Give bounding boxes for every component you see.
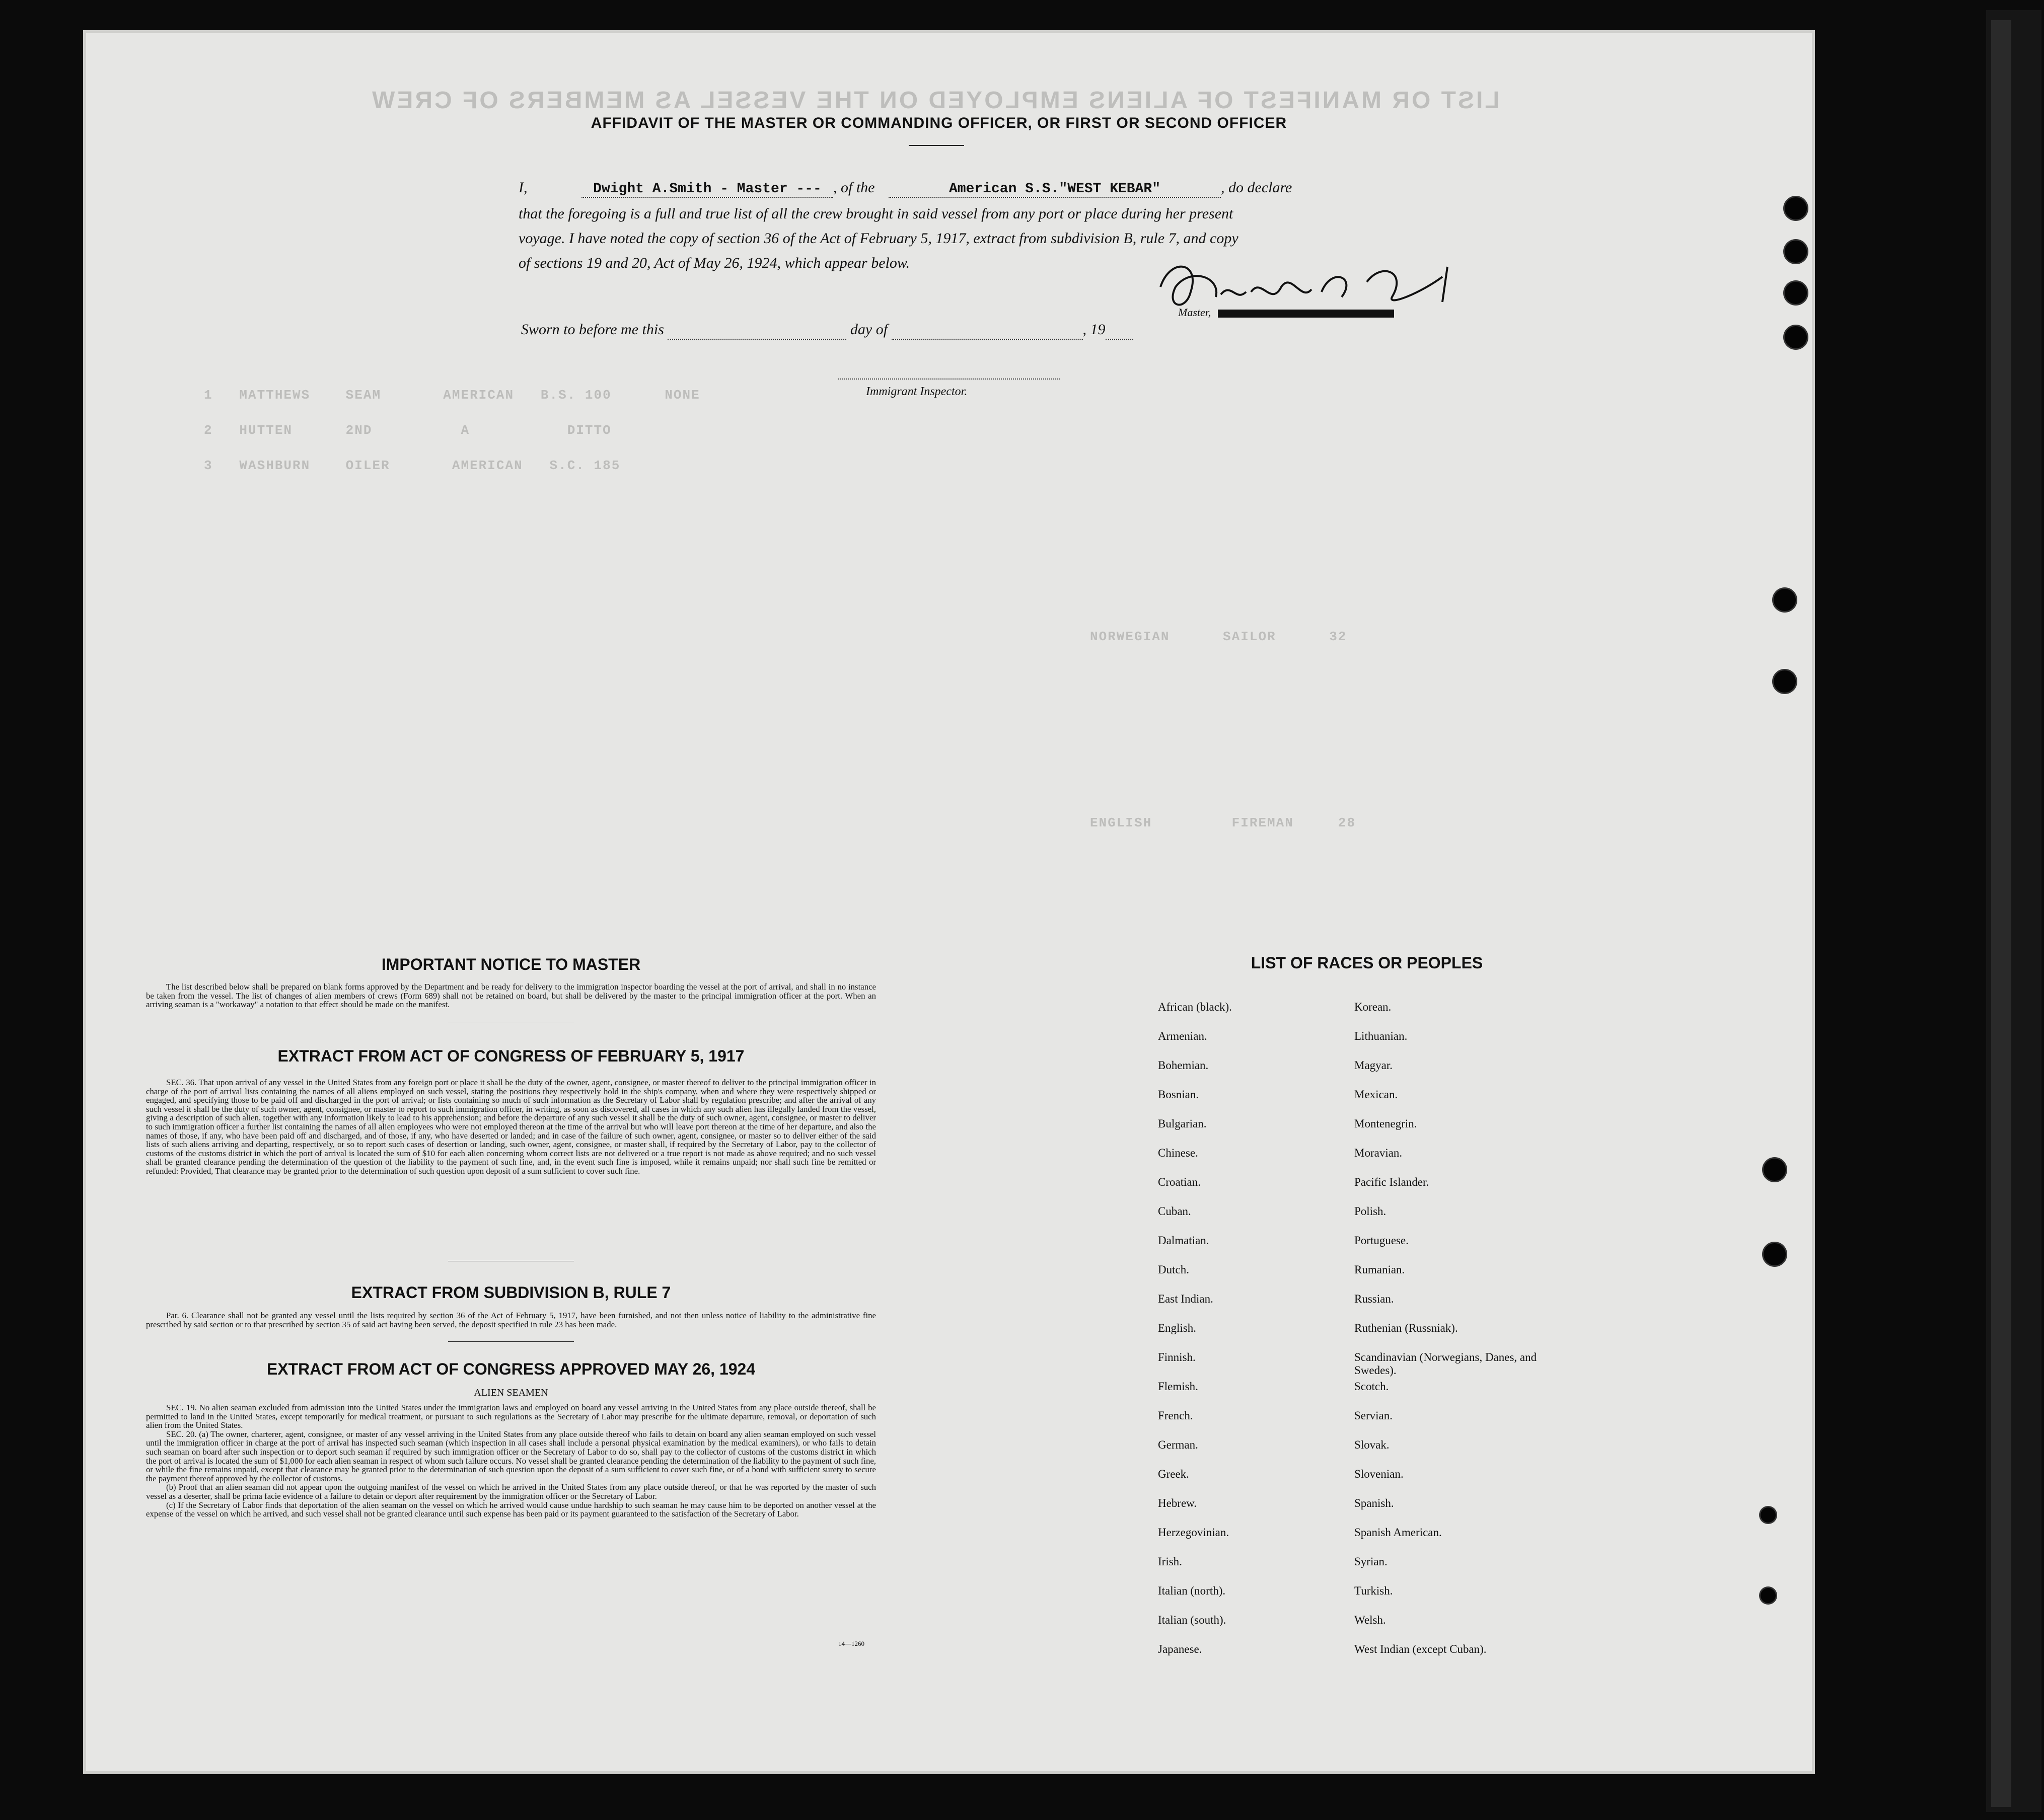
affidavit-line-3: voyage. I have noted the copy of section 36 of the Act of February 5, 1917, extract from subdivision B, rule 7, and copy [519, 230, 1238, 247]
rule-7-title: EXTRACT FROM SUBDIVISION B, RULE 7 [351, 1283, 671, 1302]
inspector-signature-line [838, 378, 1060, 380]
extract-1917-title: EXTRACT FROM ACT OF CONGRESS OF FEBRUARY 5, 1917 [277, 1047, 745, 1065]
master-name-field: Dwight A.Smith - Master --- [581, 181, 833, 198]
signer-role: Master, [1178, 306, 1211, 319]
bleed-through-row: 1 MATTHEWS SEAM AMERICAN B.S. 100 NONE [204, 388, 700, 403]
i-label: I, [519, 179, 528, 196]
race-item: Magyar. [1354, 1059, 1393, 1072]
race-item: Scotch. [1354, 1380, 1389, 1393]
binder-hole [1785, 282, 1807, 304]
sworn-label: Sworn to before me this [521, 321, 664, 338]
race-item: Welsh. [1354, 1614, 1386, 1626]
race-item: Rumanian. [1354, 1263, 1405, 1276]
affidavit-line-2: that the foregoing is a full and true list of all the crew brought in said vessel from any port or place during her present [519, 205, 1233, 222]
race-item: Montenegrin. [1354, 1117, 1417, 1130]
section-20b-paragraph: (b) Proof that an alien seaman did not appear upon the outgoing manifest of the vessel on which he arrived in the United States from any place outside thereof, or that he was reported by the master of such vessel as a deserter, shall be prima facie evidence of a failure to detain or deport after requirement by the immigration officer or the Secretary of Labor. [146, 1482, 876, 1501]
races-title: LIST OF RACES OR PEOPLES [1251, 954, 1483, 972]
vessel-name-field: American S.S."WEST KEBAR" [889, 181, 1221, 198]
race-item: Syrian. [1354, 1555, 1388, 1568]
section-20a-paragraph: SEC. 20. (a) The owner, charterer, agent, consignee, or master of any vessel arriving in the United States from any place outside thereof who fails to detain on board any alien seaman employed on such vessel until the immigration officer in charge at the port of arrival has inspected such seaman (which inspection in all cases shall include a personal physical examination by the medical examiners), or who fails to detain such seaman on board after such inspection or to deport such seaman if required by such immigration officer or the Secretary of Labor to do so, shall pay to the collector of customs of the customs district in which the port of arrival is located the sum of $1,000 for each alien seaman in respect of whom such failure occurs. No vessel shall be granted clearance pending the determination of the liability to the payment of such fine, or while the fine remains unpaid, except that clearance may be granted prior to the determination of such question upon the deposit of a sum sufficient to cover such fine, or of a bond with sufficient surety to secure the payment thereof approved by the collector of customs. [146, 1429, 876, 1483]
race-item: Bulgarian. [1158, 1117, 1207, 1130]
section-20c-paragraph: (c) If the Secretary of Labor finds that deportation of the alien seaman on the vessel on which he arrived would cause undue hardship to such seaman he may cause him to be deported on another vessel at the expense of the vessel on which he arrived, and such vessel shall not be granted clearance until such expense has been paid or its payment guaranteed to the satisfaction of the Secretary of Labor. [146, 1500, 876, 1519]
sworn-line [521, 321, 1133, 340]
bleed-through-row: 2 HUTTEN 2ND A DITTO [204, 423, 612, 438]
races-right-column [1354, 1001, 1566, 1672]
race-item: Herzegovinian. [1158, 1526, 1229, 1539]
bleed-through-row: 3 WASHBURN OILER AMERICAN S.C. 185 [204, 458, 621, 473]
extract-1924-text [146, 1403, 876, 1519]
race-item: Mexican. [1354, 1088, 1398, 1101]
race-item: Bohemian. [1158, 1059, 1209, 1072]
race-item: Moravian. [1354, 1147, 1403, 1159]
binder-hole [1785, 326, 1807, 348]
race-item: Dalmatian. [1158, 1234, 1209, 1247]
race-item: Hebrew. [1158, 1497, 1197, 1509]
struck-out-text [1218, 310, 1394, 318]
race-item: Slovak. [1354, 1438, 1390, 1451]
sworn-day-field [668, 323, 846, 340]
bleed-through-heading: LIST OR MANIFEST OF ALIENS EMPLOYED ON THE VESSEL AS MEMBERS OF CREW [370, 87, 1500, 114]
alien-seamen-subtitle: ALIEN SEAMEN [474, 1387, 548, 1398]
notice-text [146, 982, 876, 1009]
race-item: Irish. [1158, 1555, 1182, 1568]
rule-7-rule [448, 1341, 574, 1342]
race-item: Slovenian. [1354, 1468, 1404, 1480]
inspector-label: Immigrant Inspector. [866, 385, 968, 398]
race-item: Turkish. [1354, 1584, 1393, 1597]
binder-hole [1764, 1159, 1786, 1181]
affidavit-line-4: of sections 19 and 20, Act of May 26, 1924, which appear below. [519, 255, 910, 271]
races-list [1158, 1001, 1611, 1675]
master-role-label [1178, 306, 1394, 319]
race-item: Croatian. [1158, 1176, 1201, 1188]
race-item: Servian. [1354, 1409, 1393, 1422]
race-item: Pacific Islander. [1354, 1176, 1429, 1188]
binder-hole [1761, 1507, 1776, 1523]
section-19-paragraph: SEC. 19. No alien seaman excluded from admission into the United States under the immigration laws and employed on board any vessel arriving in the United States from any place outside thereof, shall be permitted to land in the United States, except temporarily for medical treatment, or pursuant to such regulations as the Secretary of Labor may prescribe for the ultimate departure, removal, or deportation of such alien from the United States. [146, 1403, 876, 1430]
race-item: English. [1158, 1322, 1197, 1334]
binder-hole [1764, 1243, 1786, 1265]
race-item: Finnish. [1158, 1351, 1196, 1363]
race-item: Japanese. [1158, 1643, 1202, 1655]
race-item: Cuban. [1158, 1205, 1191, 1218]
race-item: African (black). [1158, 1001, 1232, 1013]
race-item: Greek. [1158, 1468, 1189, 1480]
race-item: Spanish. [1354, 1497, 1394, 1509]
binder-hole [1785, 241, 1807, 263]
day-of-label: day of [850, 321, 888, 338]
bleed-through-row: ENGLISH FIREMAN 28 [1090, 815, 1356, 830]
race-item: Bosnian. [1158, 1088, 1199, 1101]
race-item: Lithuanian. [1354, 1030, 1408, 1042]
title-rule [909, 145, 964, 146]
extract-1924-title: EXTRACT FROM ACT OF CONGRESS APPROVED MAY 26, 1924 [266, 1360, 756, 1378]
affidavit-line-1 [519, 179, 1292, 198]
bleed-through-row: NORWEGIAN SAILOR 32 [1090, 629, 1347, 644]
race-item: Dutch. [1158, 1263, 1189, 1276]
races-left-column [1158, 1001, 1339, 1672]
race-item: Korean. [1354, 1001, 1392, 1013]
race-item: West Indian (except Cuban). [1354, 1643, 1487, 1655]
race-item: Armenian. [1158, 1030, 1207, 1042]
race-item: East Indian. [1158, 1293, 1213, 1305]
race-item: Scandinavian (Norwegians, Danes, and Swedes). [1354, 1351, 1537, 1377]
race-item: Flemish. [1158, 1380, 1198, 1393]
race-item: Portuguese. [1354, 1234, 1409, 1247]
affidavit-title: AFFIDAVIT OF THE MASTER OR COMMANDING OFFICER, OR FIRST OR SECOND OFFICER [591, 115, 1287, 131]
race-item: French. [1158, 1409, 1193, 1422]
year-prefix: , 19 [1082, 321, 1106, 338]
race-item: Italian (north). [1158, 1584, 1226, 1597]
race-item: Chinese. [1158, 1147, 1198, 1159]
binder-hole [1761, 1588, 1776, 1603]
binder-hole [1774, 670, 1796, 693]
of-the-label: , of the [833, 179, 875, 196]
race-item: German. [1158, 1438, 1198, 1451]
binder-hole [1785, 197, 1807, 219]
paragraph-6: Par. 6. Clearance shall not be granted any vessel until the lists required by section 36 of the Act of February 5, 1917, have been furnished, and not then unless notice of liability to the administrative fine prescribed by said section or to that prescribed by section 35 of said act having been served, the deposit specified in rule 23 has been made. [146, 1311, 876, 1329]
race-item: Polish. [1354, 1205, 1386, 1218]
notice-title: IMPORTANT NOTICE TO MASTER [381, 955, 641, 973]
race-item: Ruthenian (Russniak). [1354, 1322, 1458, 1334]
binder-hole [1774, 589, 1796, 611]
race-item: Italian (south). [1158, 1614, 1226, 1626]
sworn-year-field [1106, 323, 1133, 340]
sworn-month-field [892, 323, 1083, 340]
form-number: 14—1260 [838, 1640, 864, 1647]
race-item: Russian. [1354, 1293, 1394, 1305]
notice-paragraph: The list described below shall be prepared on blank forms approved by the Department and be ready for delivery to the immigration inspector boarding the vessel at the port of arrival, and shall in no instance be taken from the vessel. The list of changes of alien members of crews (Form 689) shall not be retained on board, but shall be delivered by the master to the principal immigration officer at the port. When an arriving seaman is a "workaway" a notation to that effect should be made on the manifest. [146, 982, 876, 1010]
do-declare-label: , do declare [1221, 179, 1292, 196]
rule-7-text [146, 1311, 876, 1329]
extract-1917-text [146, 1078, 876, 1176]
document-page [83, 30, 1815, 1774]
section-36-paragraph: SEC. 36. That upon arrival of any vessel in the United States from any foreign port or place it shall be the duty of the owner, agent, consignee, or master thereof to deliver to the principal immigration officer in charge of the port of arrival lists containing the names of all aliens employed on such vessel, stating the positions they respectively hold in the ship's company, when and where they were respectively shipped or engaged, and specifying those to be paid off and discharged in the port of arrival; or lists containing so much of such information as the Secretary of Labor shall by regulation prescribe; and after the arrival of any such vessel it shall be the duty of such owner, agent, consignee, or master to report to such immigration officer, in writing, as soon as discovered, all cases in which any such alien has illegally landed from the vessel, giving a description of such alien, together with any information likely to lead to his apprehension; and before the departure of any such vessel it shall be the duty of such owner, agent, consignee, or master to deliver to such immigration officer a further list containing the names of all alien employees who were not employed thereon at the time of the arrival but who will leave port thereon at the time of her departure, and also the names of those, if any, who have been paid off and discharged, and of those, if any, who have deserted or landed; and in case of the failure of such owner, agent, consignee, or master so to deliver either of the said lists of such aliens arriving and departing, respectively, or so to report such cases of desertion or landing, such owner, agent, consignee, or master shall, if required by the Secretary of Labor, pay to the collector of customs of the customs district in which the port of arrival is located the sum of $10 for each alien concerning whom correct lists are not delivered or a true report is not made as above required; and no such vessel shall be granted clearance pending the determination of the question of the liability to the payment of such fine, and, in the event such fine is imposed, while it remains unpaid; nor shall such fine be remitted or refunded: Provided, That clearance may be granted prior to the determination of such question upon deposit of a sum sufficient to cover such fine. [146, 1078, 876, 1176]
race-item: Spanish American. [1354, 1526, 1442, 1539]
film-edge-inner [1991, 20, 2011, 1807]
